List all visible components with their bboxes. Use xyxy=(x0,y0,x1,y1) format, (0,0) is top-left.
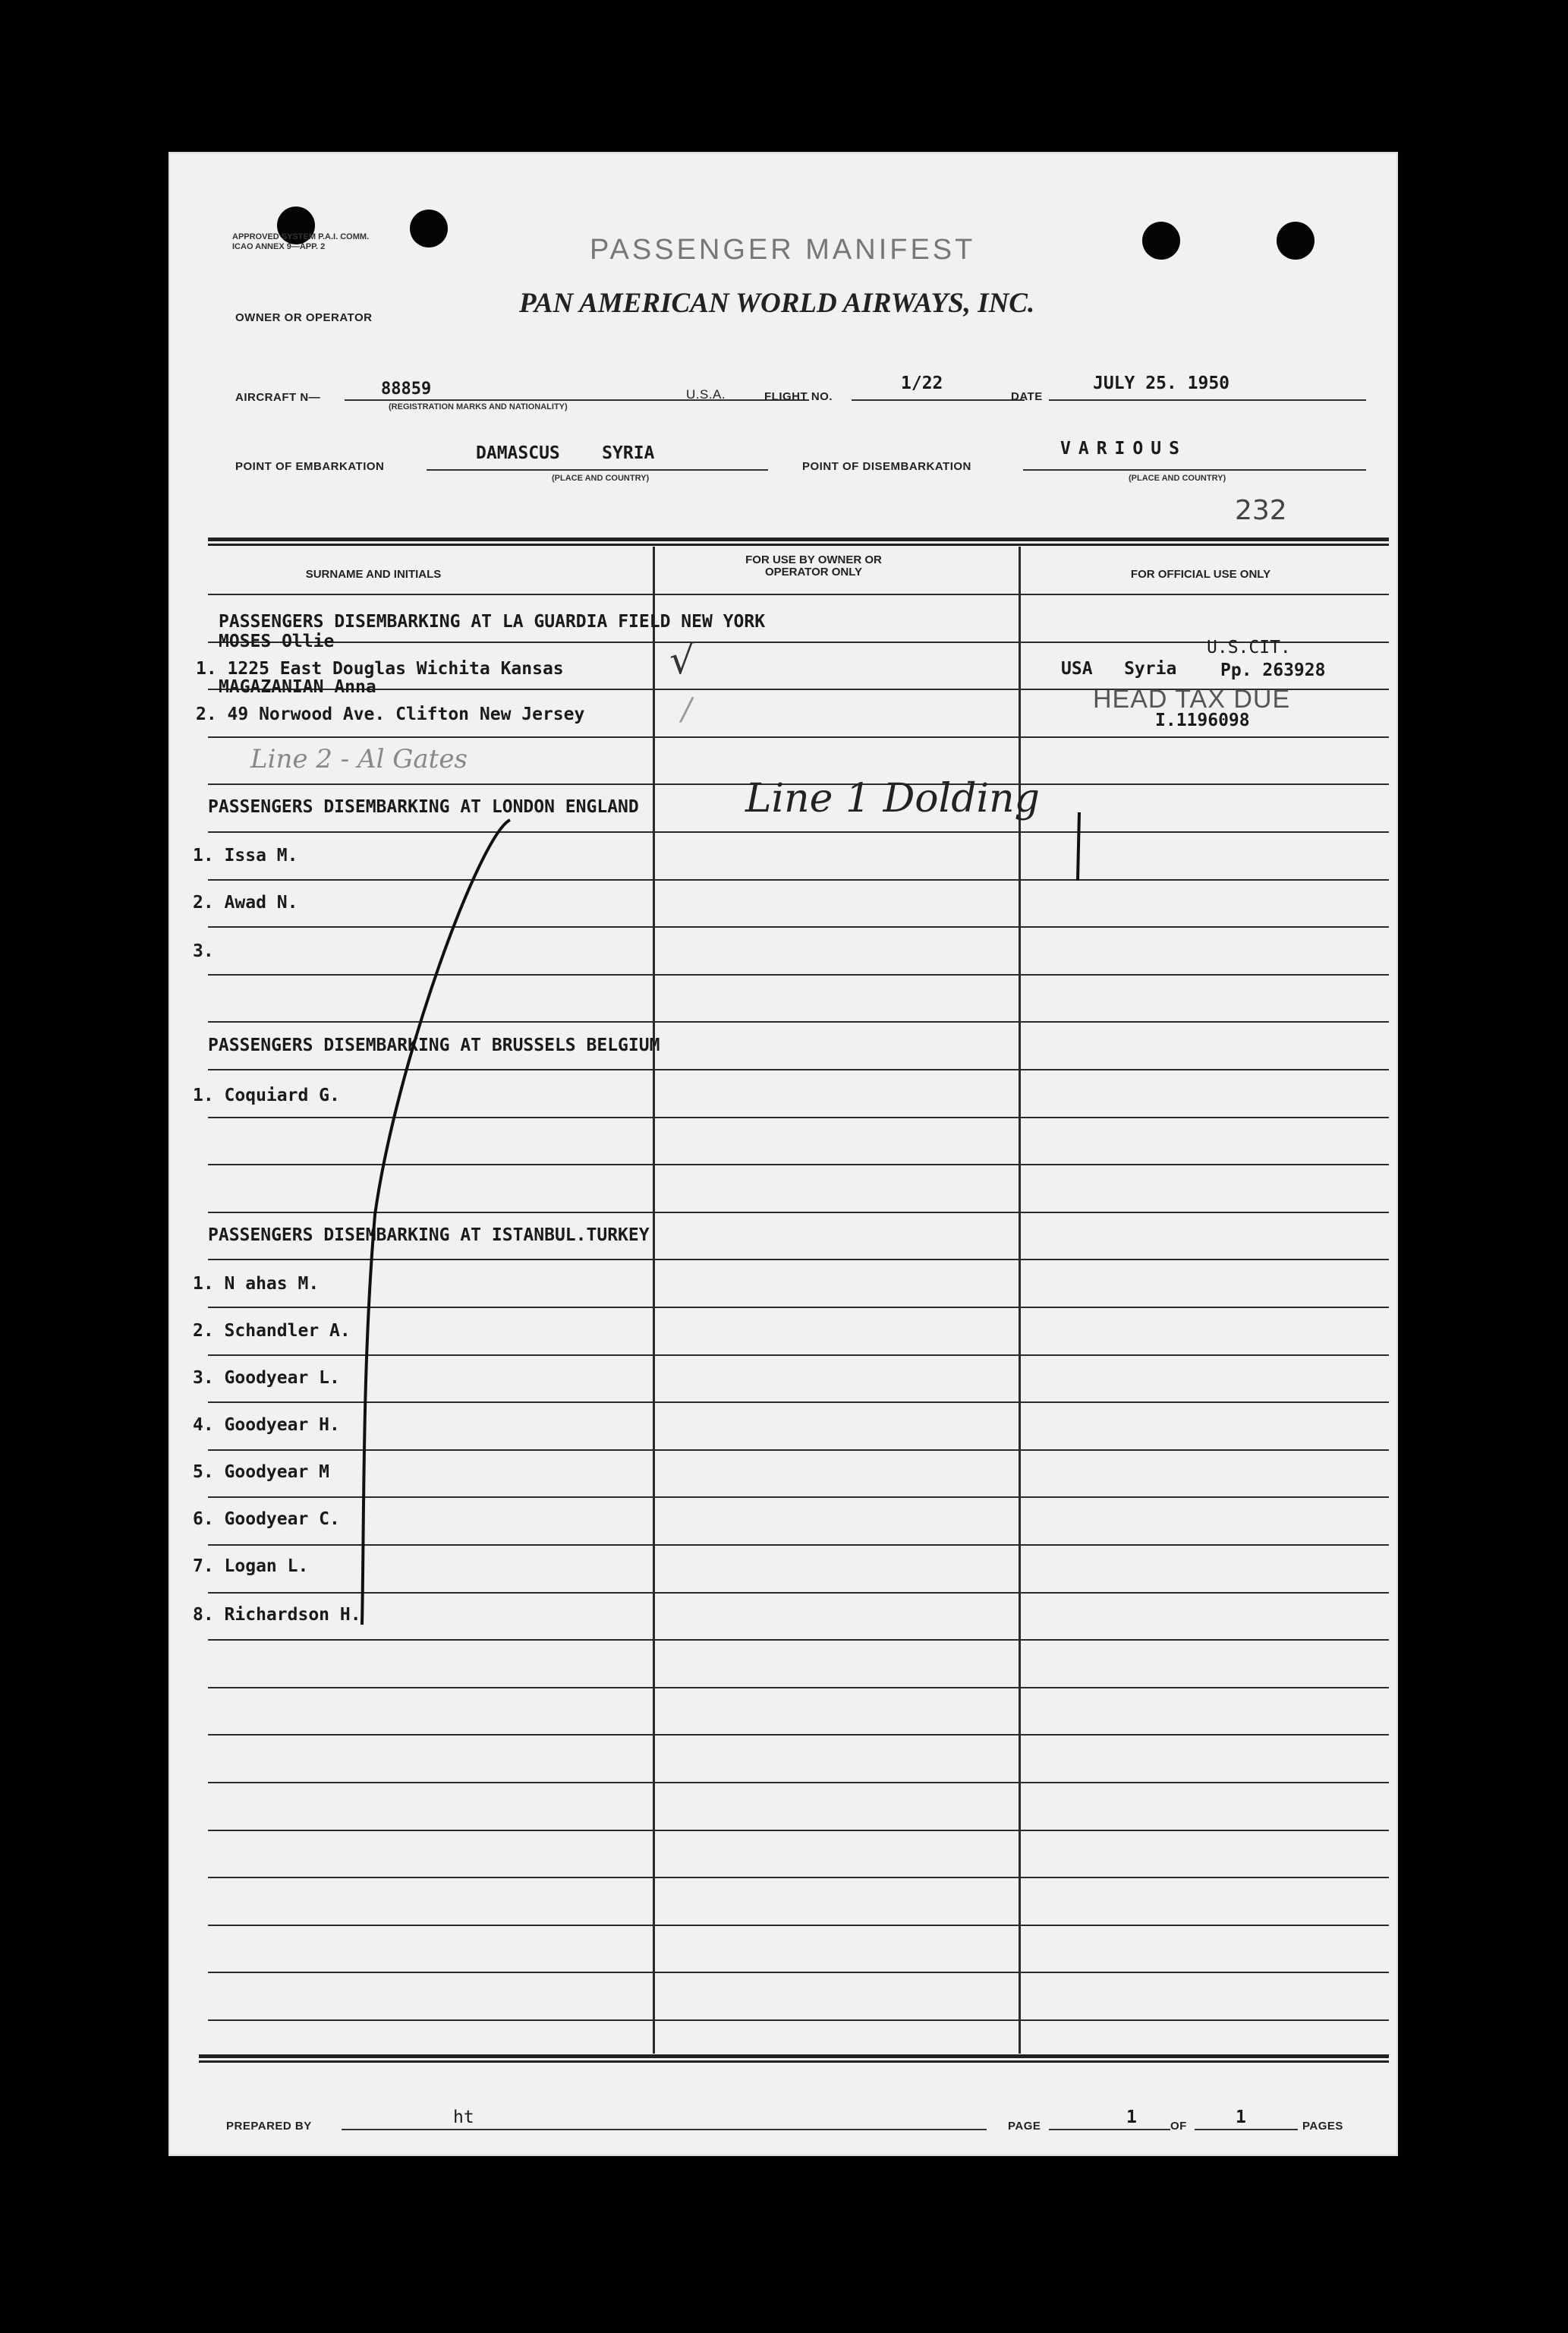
disembarkation-place: VARIOUS xyxy=(1060,439,1187,459)
passenger-address: 1. 1225 East Douglas Wichita Kansas xyxy=(196,659,564,679)
flight-label: FLIGHT NO. xyxy=(764,390,833,403)
date-label: DATE xyxy=(1011,390,1043,403)
citizenship-stamp: U.S.CIT. xyxy=(1207,638,1291,657)
approval-stamp: APPROVED SYSTEM P.A.I. COMM. ICAO ANNEX 9—APP. 2 xyxy=(232,232,370,251)
section-header-laguardia: PASSENGERS DISEMBARKING AT LA GUARDIA FIELD NEW YORK xyxy=(219,612,766,632)
passenger-entry: 6. Goodyear C. xyxy=(193,1509,340,1529)
id-number: I.1196098 xyxy=(1155,711,1250,730)
nationality: U.S.A. xyxy=(686,387,726,402)
passenger-entry: 3. xyxy=(193,941,214,961)
passenger-entry: 4. Goodyear H. xyxy=(193,1415,340,1435)
aircraft-number: 88859 xyxy=(381,380,432,399)
passenger-entry: 7. Logan L. xyxy=(193,1556,309,1576)
of-value: 1 xyxy=(1236,2108,1246,2127)
passenger-entry: 1. N ahas M. xyxy=(193,1274,320,1294)
passenger-entry: 5. Goodyear M xyxy=(193,1462,330,1482)
owner-label: OWNER OR OPERATOR xyxy=(235,311,373,324)
flight-date: JULY 25. 1950 xyxy=(1093,374,1230,393)
passenger-entry: 8. Richardson H. xyxy=(193,1605,361,1625)
nationality-entry: USA Syria xyxy=(1061,659,1177,679)
registration-caption: (REGISTRATION MARKS AND NATIONALITY) xyxy=(389,402,568,411)
page-label: PAGE xyxy=(1008,2120,1041,2133)
column-surname: SURNAME AND INITIALS xyxy=(305,568,442,581)
passenger-entry: 1. Issa M. xyxy=(193,846,298,865)
form-title: PASSENGER MANIFEST xyxy=(590,234,976,266)
of-label: OF xyxy=(1170,2120,1187,2133)
handwritten-bracket-stroke xyxy=(168,152,1398,2156)
passenger-name: MAGAZANIAN Anna xyxy=(219,677,376,697)
passport-number: Pp. 263928 xyxy=(1220,660,1326,680)
column-official-use: FOR OFFICIAL USE ONLY xyxy=(1130,568,1271,581)
disembarkation-label: POINT OF DISEMBARKATION xyxy=(802,460,971,473)
passenger-entry: 3. Goodyear L. xyxy=(193,1368,340,1388)
check-mark: √ xyxy=(669,638,695,683)
passenger-address: 2. 49 Norwood Ave. Clifton New Jersey xyxy=(196,705,585,724)
airline-name: PAN AMERICAN WORLD AIRWAYS, INC. xyxy=(519,288,1035,319)
aircraft-label: AIRCRAFT N— xyxy=(235,391,321,404)
disembarkation-caption: (PLACE AND COUNTRY) xyxy=(1129,474,1226,483)
check-mark: / xyxy=(682,692,692,727)
prepared-by-value: ht xyxy=(453,2108,474,2127)
flight-number: 1/22 xyxy=(901,374,943,393)
passenger-entry: 2. Schandler A. xyxy=(193,1321,351,1341)
section-header-brussels: PASSENGERS DISEMBARKING AT BRUSSELS BELGIUM xyxy=(208,1036,660,1055)
handwritten-note: Line 2 - Al Gates xyxy=(250,744,468,774)
operator-note: Line 1 Dolding xyxy=(745,776,1040,821)
prepared-by-label: PREPARED BY xyxy=(226,2120,312,2133)
column-owner-use: FOR USE BY OWNER OR OPERATOR ONLY xyxy=(745,553,882,579)
passenger-entry: 1. Coquiard G. xyxy=(193,1086,340,1105)
pages-label: PAGES xyxy=(1302,2120,1343,2133)
page-value: 1 xyxy=(1126,2108,1137,2127)
passenger-entry: 2. Awad N. xyxy=(193,893,298,913)
section-header-istanbul: PASSENGERS DISEMBARKING AT ISTANBUL.TURKEY xyxy=(208,1225,650,1245)
passenger-name: MOSES Ollie xyxy=(219,632,335,651)
embarkation-caption: (PLACE AND COUNTRY) xyxy=(552,474,650,483)
embarkation-place: DAMASCUS SYRIA xyxy=(476,443,655,463)
section-header-london: PASSENGERS DISEMBARKING AT LONDON ENGLAND xyxy=(208,797,639,817)
page-number-stamp: 232 xyxy=(1235,495,1287,526)
head-tax-stamp: HEAD TAX DUE xyxy=(1093,685,1291,714)
manifest-sheet xyxy=(168,152,1398,2156)
embarkation-label: POINT OF EMBARKATION xyxy=(235,460,385,473)
